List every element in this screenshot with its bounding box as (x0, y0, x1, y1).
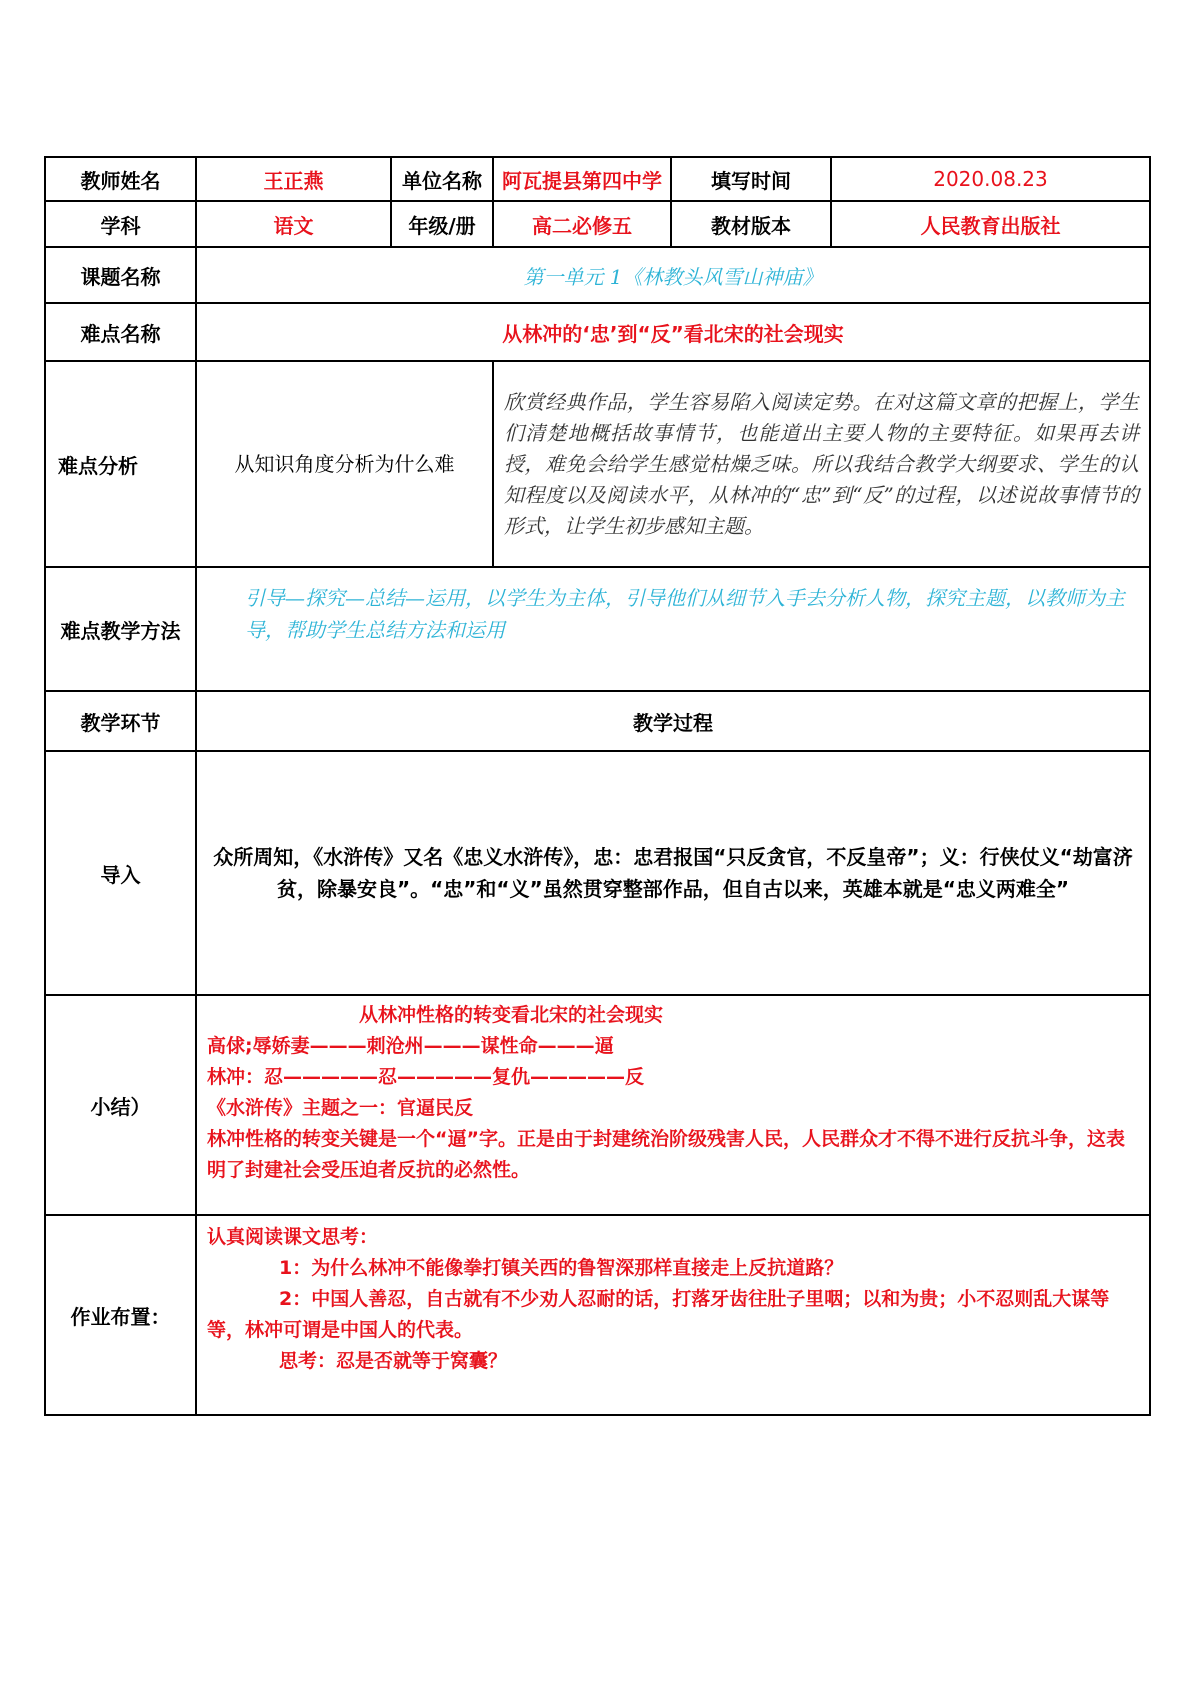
summary-content (196, 995, 1150, 1215)
summary-row (45, 995, 1150, 1215)
homework-content (196, 1215, 1150, 1415)
difficulty-value: 从林冲的‘忠’到“反”看北宋的社会现实 (196, 303, 1150, 361)
analysis-row (45, 361, 1150, 567)
grade-value: 高二必修五 (493, 201, 671, 247)
summary-line-2: 林冲：忍—————忍—————复仇—————反 (207, 1066, 645, 1088)
homework-line-1: 认真阅读课文思考： (207, 1226, 379, 1248)
intro-text: 众所周知，《水浒传》又名《忠义水浒传》，忠：忠君报国“只反贪官，不反皇帝”；义：行侠仗义“劫富济贫，除暴安良”。“忠”和“义”虽然贯穿整部作品，但自古以来，英雄本就是“忠义两难全” (196, 751, 1150, 995)
homework-label: 作业布置： (45, 1215, 196, 1415)
summary-line-4: 林冲性格的转变关键是一个“逼”字。正是由于封建统治阶级残害人民，人民群众才不得不进行反抗斗争，这表明了封建社会受压迫者反抗的必然性。 (207, 1128, 1125, 1181)
edition-label: 教材版本 (671, 201, 831, 247)
analysis-sub-label: 从知识角度分析为什么难 (196, 361, 493, 567)
process-header-row (45, 691, 1150, 751)
topic-row (45, 247, 1150, 303)
difficulty-row (45, 303, 1150, 361)
lesson-plan-table (44, 156, 1151, 1416)
teacher-value: 王正燕 (196, 157, 391, 201)
edition-value: 人民教育出版社 (831, 201, 1150, 247)
homework-line-4: 思考：忍是否就等于窝囊？ (279, 1350, 508, 1372)
homework-line-2: 1：为什么林冲不能像拳打镇关西的鲁智深那样直接走上反抗道路？ (279, 1257, 844, 1279)
summary-label: 小结） (45, 995, 196, 1215)
stage-label: 教学环节 (45, 691, 196, 751)
time-label: 填写时间 (671, 157, 831, 201)
intro-label: 导入 (45, 751, 196, 995)
grade-label: 年级/册 (391, 201, 493, 247)
analysis-label: 难点分析 (45, 361, 196, 567)
difficulty-label: 难点名称 (45, 303, 196, 361)
method-text: 引导—探究—总结—运用，以学生为主体，引导他们从细节入手去分析人物，探究主题，以教师为主导，帮助学生总结方法和运用 (196, 567, 1150, 691)
unit-value: 阿瓦提县第四中学 (493, 157, 671, 201)
homework-row (45, 1215, 1150, 1415)
header-row-2 (45, 201, 1150, 247)
topic-label: 课题名称 (45, 247, 196, 303)
method-row (45, 567, 1150, 691)
intro-row (45, 751, 1150, 995)
analysis-text: 欣赏经典作品，学生容易陷入阅读定势。在对这篇文章的把握上，学生们清楚地概括故事情节，也能道出主要人物的主要特征。如果再去讲授，难免会给学生感觉枯燥乏味。所以我结合教学大纲要求、学生的认知程度以及阅读水平，从林冲的“忠”到“反”的过程，以述说故事情节的形式，让学生初步感知主题。 (493, 361, 1150, 567)
time-value: 2020.08.23 (831, 157, 1150, 201)
subject-label: 学科 (45, 201, 196, 247)
subject-value: 语文 (196, 201, 391, 247)
summary-line-1: 高俅;辱娇妻———刺沧州———谋性命———逼 (207, 1035, 614, 1057)
summary-title: 从林冲性格的转变看北宋的社会现实 (359, 1004, 664, 1026)
topic-value: 第一单元 1《林教头风雪山神庙》 (196, 247, 1150, 303)
method-label: 难点教学方法 (45, 567, 196, 691)
teacher-label: 教师姓名 (45, 157, 196, 201)
unit-label: 单位名称 (391, 157, 493, 201)
header-row-1 (45, 157, 1150, 201)
homework-line-3: 2：中国人善忍，自古就有不少劝人忍耐的话，打落牙齿往肚子里咽；以和为贵；小不忍则乱大谋等等，林冲可谓是中国人的代表。 (207, 1288, 1110, 1341)
process-label: 教学过程 (196, 691, 1150, 751)
summary-line-3: 《水浒传》主题之一：官逼民反 (207, 1097, 474, 1119)
